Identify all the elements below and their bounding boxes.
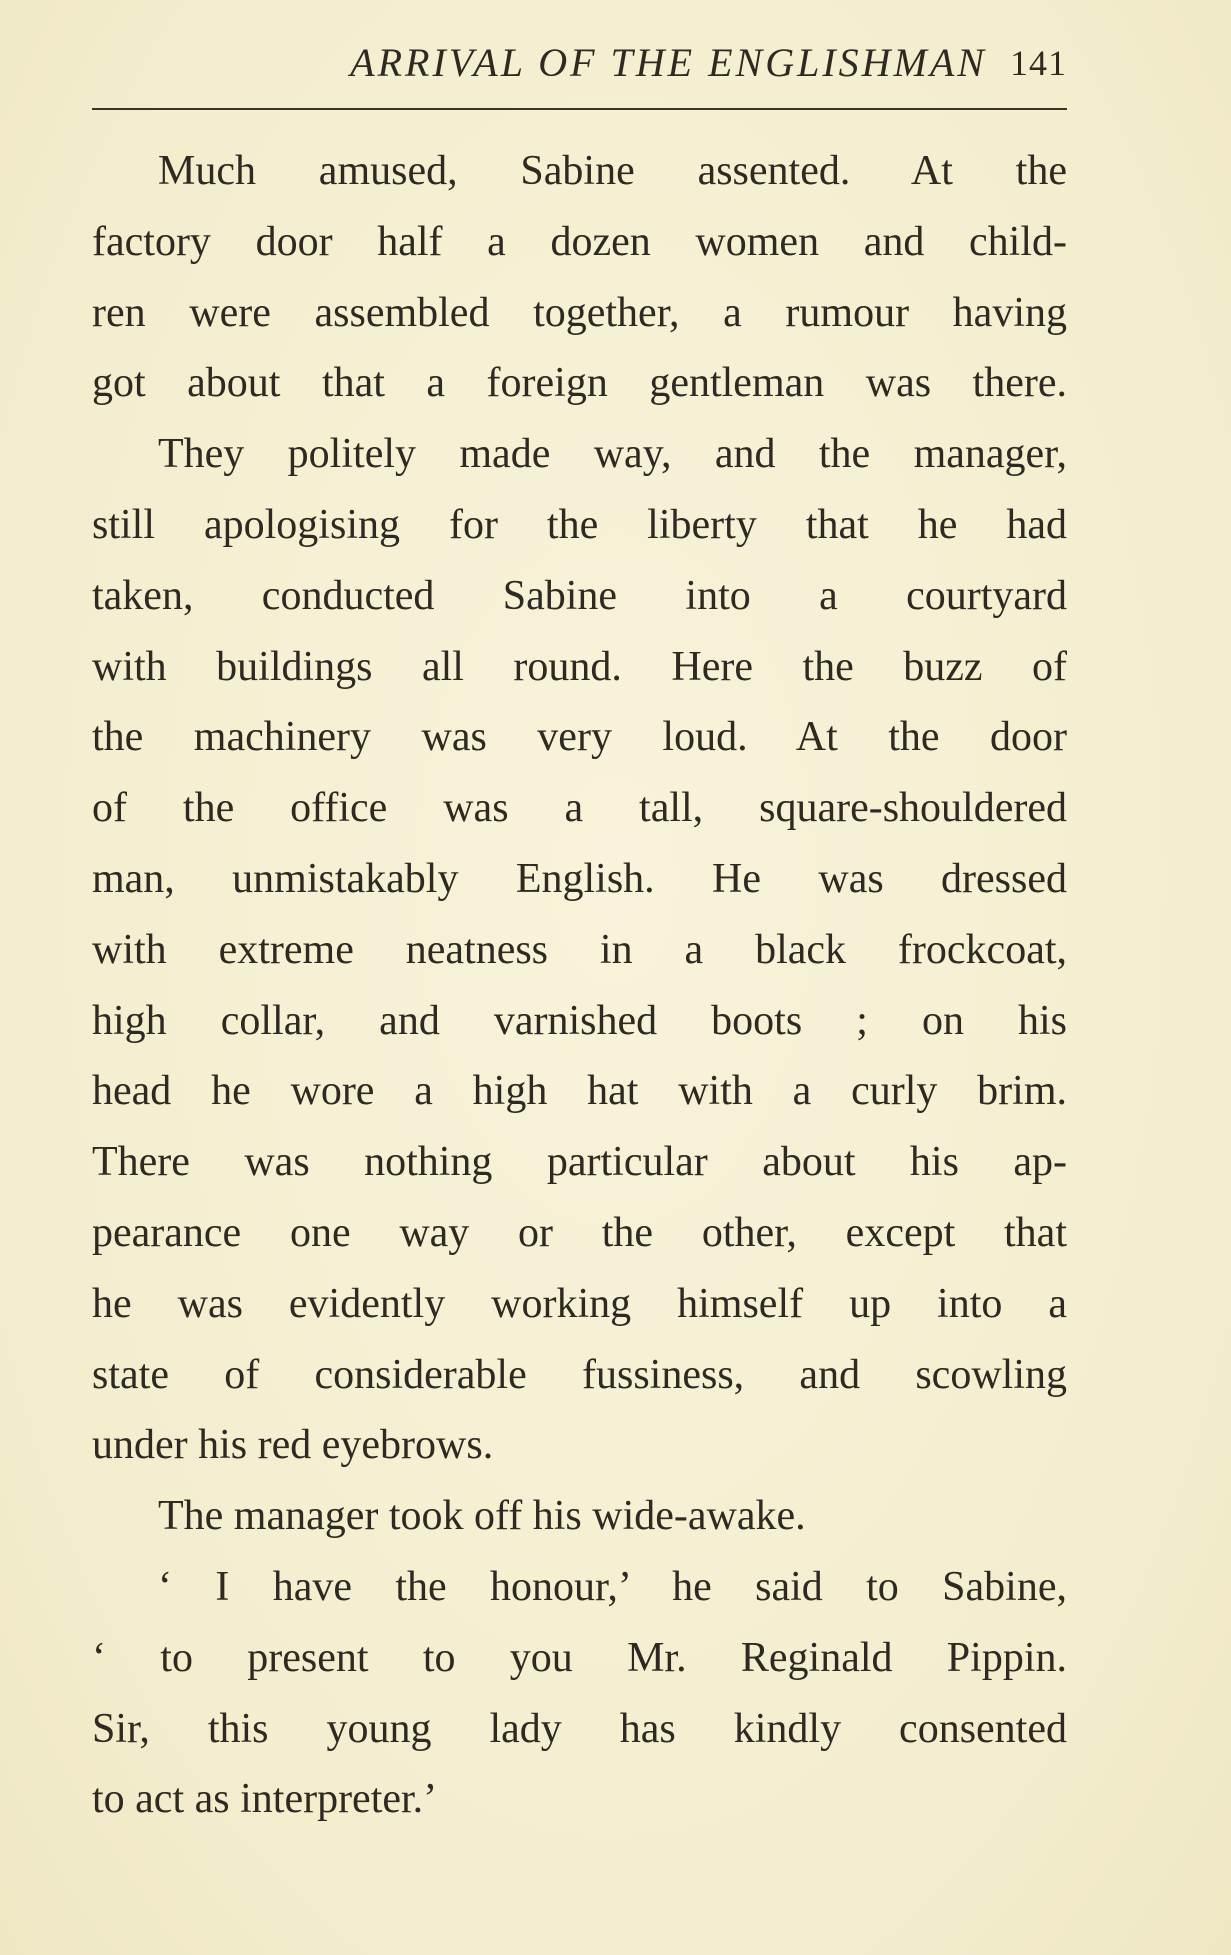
- text-line: There was nothing particular about his ap-: [92, 1139, 1067, 1186]
- running-head: [92, 38, 1067, 88]
- text-line: taken, conducted Sabine into a courtyard: [92, 572, 1067, 619]
- text-line: high collar, and varnished boots ; on his: [92, 997, 1067, 1044]
- text-line: still apologising for the liberty that he had: [92, 501, 1067, 548]
- body-text: [92, 136, 1067, 1835]
- text-line: The manager took off his wide-awake.: [158, 1493, 806, 1540]
- text-line: he was evidently working himself up into a: [92, 1280, 1067, 1327]
- text-line: state of considerable fussiness, and scowling: [92, 1351, 1067, 1398]
- text-line: ren were assembled together, a rumour having: [92, 289, 1067, 336]
- text-line: factory door half a dozen women and child-: [92, 218, 1067, 265]
- text-line: They politely made way, and the manager,: [158, 431, 1067, 478]
- text-line: under his red eyebrows.: [92, 1422, 494, 1469]
- text-line: with extreme neatness in a black frockcoat,: [92, 926, 1067, 973]
- text-line: pearance one way or the other, except that: [92, 1209, 1067, 1256]
- text-line: got about that a foreign gentleman was there.: [92, 360, 1067, 407]
- text-line: Sir, this young lady has kindly consented: [92, 1705, 1067, 1752]
- running-title: ARRIVAL OF THE ENGLISHMAN: [350, 40, 987, 85]
- text-line: of the office was a tall, square-shouldered: [92, 785, 1067, 832]
- text-line: head he wore a high hat with a curly brim.: [92, 1068, 1067, 1115]
- text-line: with buildings all round. Here the buzz of: [92, 643, 1067, 690]
- text-line: the machinery was very loud. At the door: [92, 714, 1067, 761]
- text-line: man, unmistakably English. He was dressed: [92, 855, 1067, 902]
- header-rule: [92, 108, 1067, 110]
- text-line: ‘ I have the honour,’ he said to Sabine,: [158, 1563, 1067, 1610]
- page-number: 141: [1010, 43, 1067, 83]
- text-line: ‘ to present to you Mr. Reginald Pippin.: [92, 1634, 1067, 1681]
- text-line: Much amused, Sabine assented. At the: [158, 148, 1067, 194]
- text-line: to act as interpreter.’: [92, 1776, 438, 1823]
